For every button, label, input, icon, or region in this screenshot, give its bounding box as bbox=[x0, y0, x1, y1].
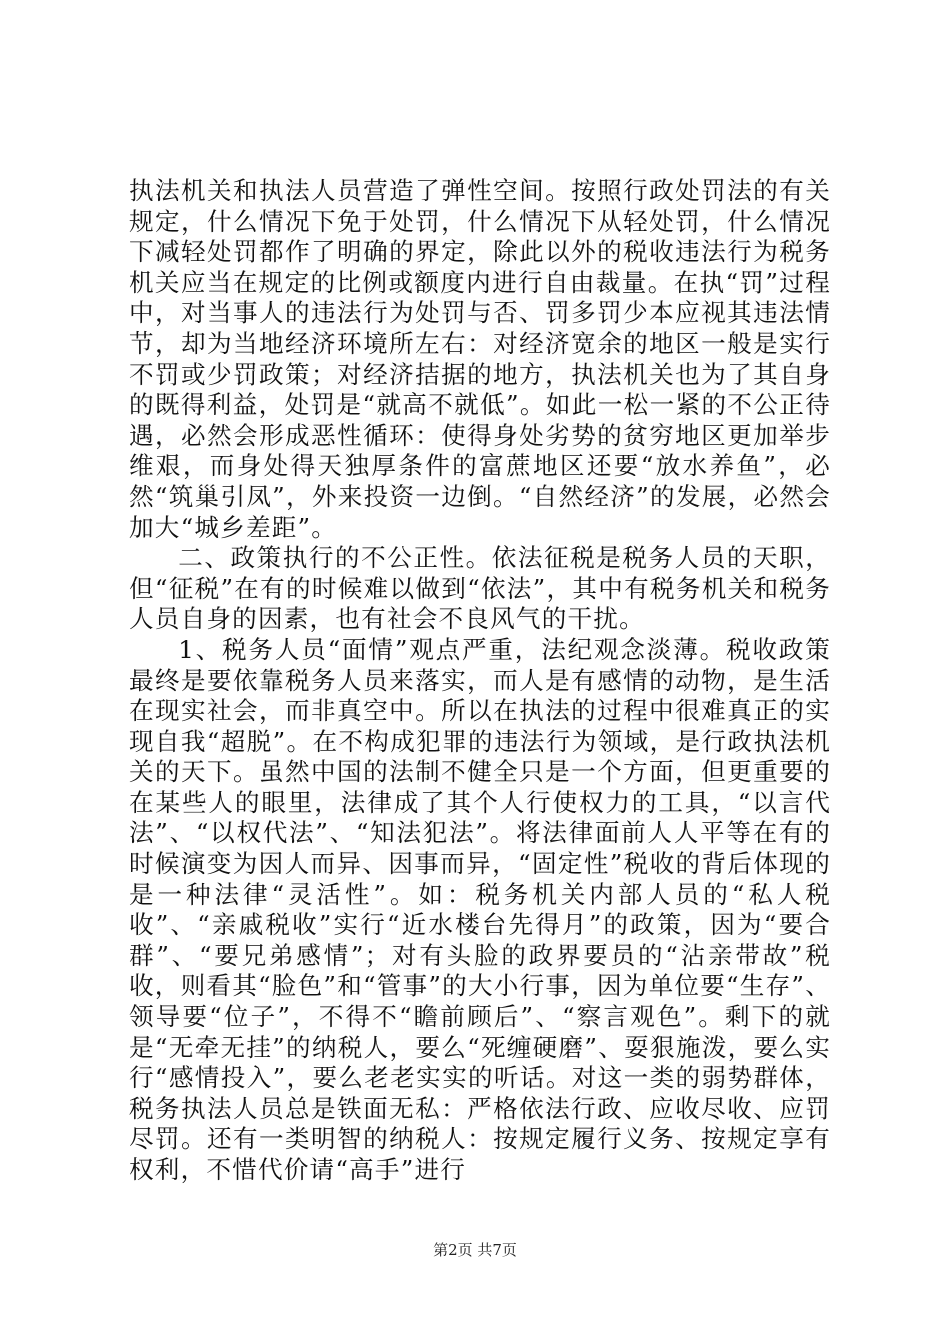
page-footer bbox=[0, 1240, 950, 1260]
document-body bbox=[129, 176, 831, 1186]
paragraph-point-one: 1、税务人员“面情”观点严重，法纪观念淡薄。税收政策最终是要依靠税务人员来落实，而人是有感情的动物，是生活在现实社会，而非真空中。所以在执法的过程中很难真正的实现自我“超脱”。在不构成犯罪的违法行为领域，是行政执法机关的天下。虽然中国的法制不健全只是一个方面，但更重要的在某些人的眼里，法律成了其个人行使权力的工具，“以言代法”、“以权代法”、“知法犯法”。将法律面前人人平等在有的时候演变为因人而异、因事而异，“固定性”税收的背后体现的是一种法律“灵活性”。如：税务机关内部人员的“私人税收”、“亲戚税收”实行“近水楼台先得月”的政策，因为“要合群”、“要兄弟感情”；对有头脸的政界要员的“沾亲带故”税收，则看其“脸色”和“管事”的大小行事，因为单位要“生存”、领导要“位子”，不得不“瞻前顾后”、“察言观色”。剩下的就是“无牵无挂”的纳税人，要么“死缠硬磨”、耍狠施泼，要么实行“感情投入”，要么老老实实的听话。对这一类的弱势群体，税务执法人员总是铁面无私：严格依法行政、应收尽收、应罚尽罚。还有一类明智的纳税人：按规定履行义务、按规定享有权利，不惜代价请“高手”进行 bbox=[129, 634, 831, 1184]
paragraph-continuation: 执法机关和执法人员营造了弹性空间。按照行政处罚法的有关规定，什么情况下免于处罚，什么情况下从轻处罚，什么情况下减轻处罚都作了明确的界定，除此以外的税收违法行为税务机关应当在规定的比例或额度内进行自由裁量。在执“罚”过程中，对当事人的违法行为处罚与否、罚多罚少本应视其违法情节，却为当地经济环境所左右：对经济宽余的地区一般是实行不罚或少罚政策；对经济拮据的地方，执法机关也为了其自身的既得利益，处罚是“就高不就低”。如此一松一紧的不公正待遇，必然会形成恶性循环：使得身处劣势的贫穷地区更加举步维艰，而身处得天独厚条件的富蔗地区还要“放水养鱼”，必然“筑巢引凤”，外来投资一边倒。“自然经济”的发展，必然会加大“城乡差距”。 bbox=[129, 176, 831, 542]
paragraph-section-two: 二、政策执行的不公正性。依法征税是税务人员的天职，但“征税”在有的时候难以做到“依法”，其中有税务机关和税务人员自身的因素，也有社会不良风气的干扰。 bbox=[129, 543, 831, 634]
page-number-label: 第2页 共7页 bbox=[433, 1241, 517, 1259]
